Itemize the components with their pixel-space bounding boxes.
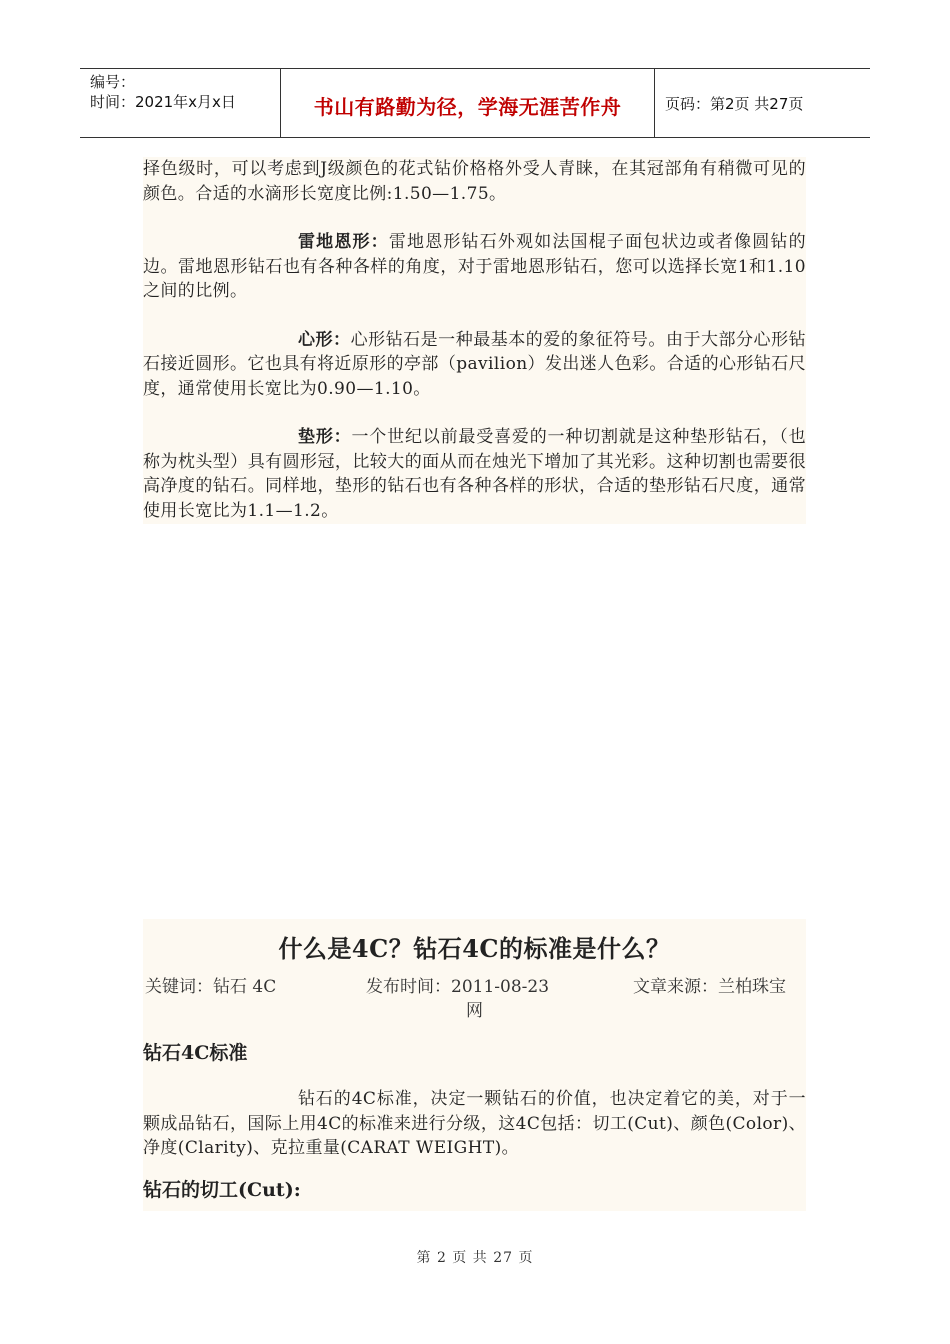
cushion-term: 垫形： xyxy=(298,427,352,447)
article-4c xyxy=(143,919,806,1211)
paragraph-4c: 钻石的4C标准，决定一颗钻石的价值，也决定着它的美，对于一颗成品钻石，国际上用4C的标准来进行分级，这4C包括：切工(Cut)、颜色(Color)、净度(Clarity)、克拉重量(CARAT WEIGHT)。 xyxy=(143,1089,807,1158)
radiant-paragraph xyxy=(143,230,806,304)
cushion-text: 一个世纪以前最受喜爱的一种切割就是这种垫形钻石，（也称为枕头型）具有圆形冠，比较大的面从而在烛光下增加了其光彩。这种切割也需要很高净度的钻石。同样地，垫形的钻石也有各种各样的形状，合适的垫形钻石尺度，通常使用长宽比为1.1—1.2。 xyxy=(143,427,806,521)
subhead-cut: 钻石的切工(Cut): xyxy=(143,1178,301,1201)
article-keywords: 关键词：钻石 4C xyxy=(145,977,277,997)
document-number-label: 编号： xyxy=(90,73,136,91)
radiant-term: 雷地恩形： xyxy=(298,232,389,252)
article-published: 发布时间：2011-08-23 xyxy=(366,977,550,997)
cushion-paragraph xyxy=(143,425,806,523)
page-footer: 第 2 页 共 27 页 xyxy=(416,1250,534,1266)
header-page-info: 页码：第2页 共27页 xyxy=(665,95,804,113)
document-header xyxy=(80,68,870,138)
subhead-4c-standard: 钻石4C标准 xyxy=(143,1042,248,1064)
shapes-section xyxy=(143,157,806,524)
heart-text: 心形钻石是一种最基本的爱的象征符号。由于大部分心形钻石接近圆形。它也具有将近原形的亭部（pavilion）发出迷人色彩。合适的心形钻石尺度，通常使用长宽比为0.90—1.10。 xyxy=(143,329,807,399)
header-page-cell xyxy=(655,69,870,137)
heart-term: 心形： xyxy=(298,329,351,350)
heart-paragraph xyxy=(143,328,806,402)
article-source: 文章来源：兰柏珠宝 xyxy=(633,977,786,997)
header-motto-cell xyxy=(281,69,655,137)
header-motto: 书山有路勤为径，学海无涯苦作舟 xyxy=(313,95,622,119)
article-meta xyxy=(143,972,806,1022)
article-source-cont: 网 xyxy=(466,1001,483,1021)
article-title: 什么是4C？钻石4C的标准是什么？ xyxy=(278,934,671,963)
header-info-cell xyxy=(80,69,281,137)
pear-shape-paragraph: 择色级时，可以考虑到J级颜色的花式钻价格格外受人青睐，在其冠部角有稍微可见的颜色。合适的水滴形长宽度比例:1.50—1.75。 xyxy=(143,159,806,204)
document-date-label: 时间：2021年x月x日 xyxy=(90,93,236,111)
radiant-text: 雷地恩形钻石外观如法国棍子面包状边或者像圆钻的边。雷地恩形钻石也有各种各样的角度，对于雷地恩形钻石，您可以选择长宽1和1.10之间的比例。 xyxy=(143,232,807,301)
